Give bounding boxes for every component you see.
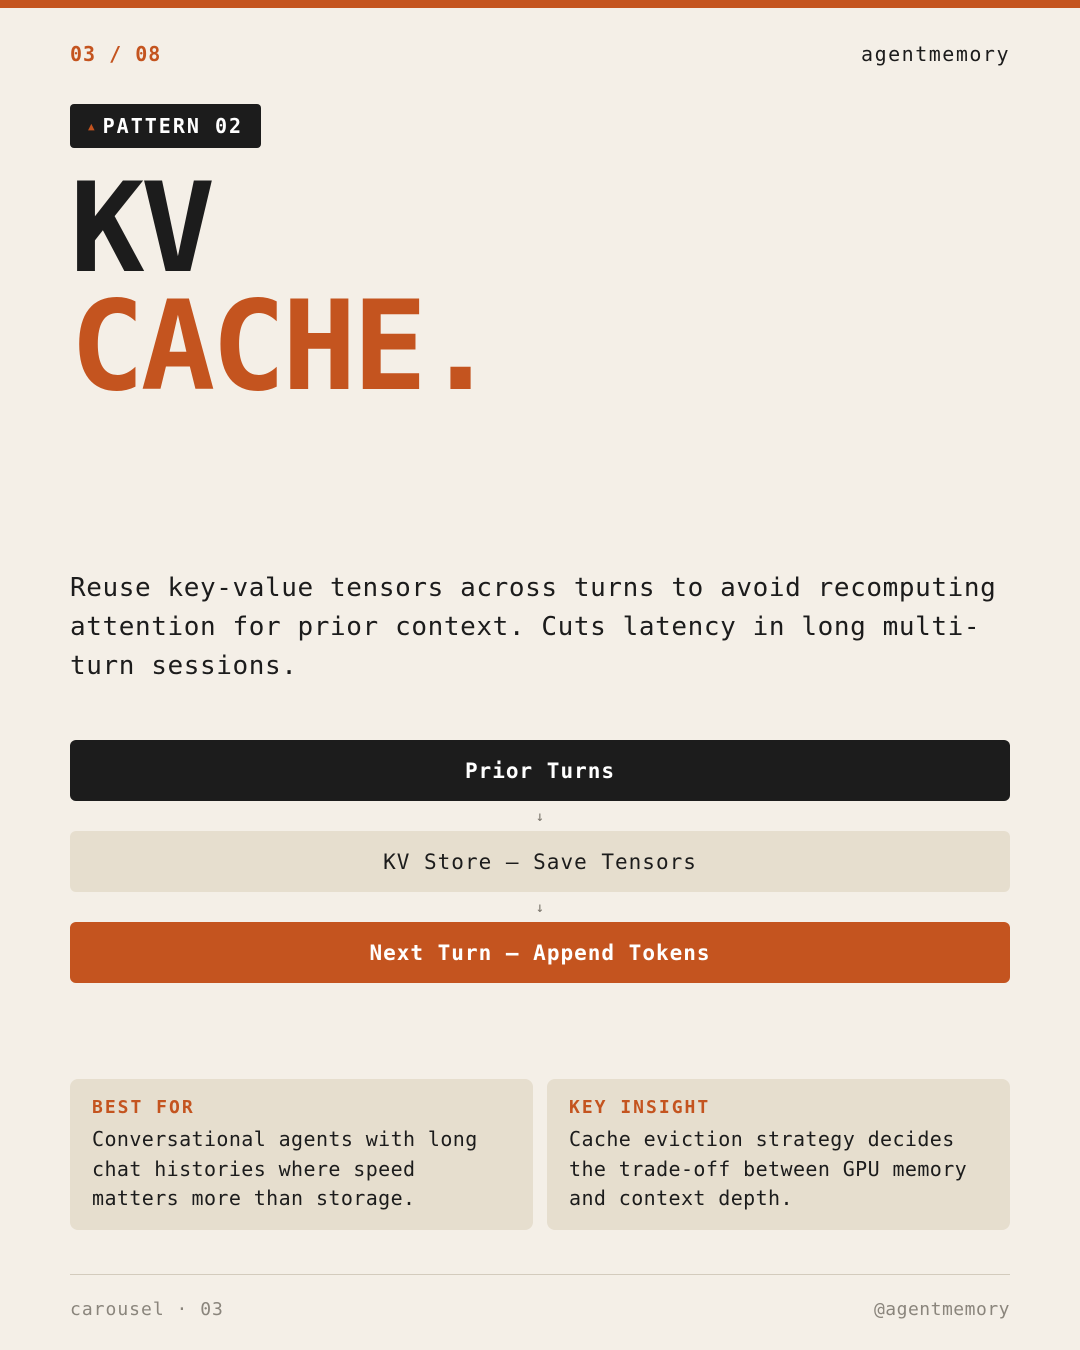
arrow-down-icon: ↓ <box>535 809 545 825</box>
card-label: BEST FOR <box>92 1097 195 1118</box>
pattern-tag-label: PATTERN 02 <box>102 114 244 138</box>
card-label: KEY INSIGHT <box>569 1097 711 1118</box>
arrow-down-icon: ↓ <box>535 900 545 916</box>
footer-carousel-label: carousel · 03 <box>70 1299 224 1320</box>
description: Reuse key-value tensors across turns to avoid recomputing attention for prior context. Cuts latency in long multi-turn sessions. <box>70 573 997 681</box>
page-title <box>70 157 494 419</box>
footer-divider <box>70 1274 1010 1275</box>
card-text: Cache eviction strategy decides the trade-off between GPU memory and context depth. <box>569 1127 968 1210</box>
card-key-insight <box>547 1079 1010 1230</box>
slide-counter: 03 / 08 <box>70 42 162 66</box>
triangle-up-icon: ▲ <box>88 119 95 133</box>
flow-step-next-turn: Next Turn — Append Tokens <box>70 922 1010 983</box>
title-line-1: KV <box>70 157 212 301</box>
brand-name: agentmemory <box>861 42 1010 66</box>
flow-step-kv-store: KV Store — Save Tensors <box>70 831 1010 892</box>
card-best-for <box>70 1079 533 1230</box>
card-text: Conversational agents with long chat histories where speed matters more than storage. <box>92 1127 478 1210</box>
footer-handle: @agentmemory <box>873 1299 1010 1320</box>
flow-step-prior-turns: Prior Turns <box>70 740 1010 801</box>
accent-top-bar <box>0 0 1080 8</box>
pattern-tag <box>70 104 261 148</box>
title-line-2: CACHE. <box>70 275 494 419</box>
